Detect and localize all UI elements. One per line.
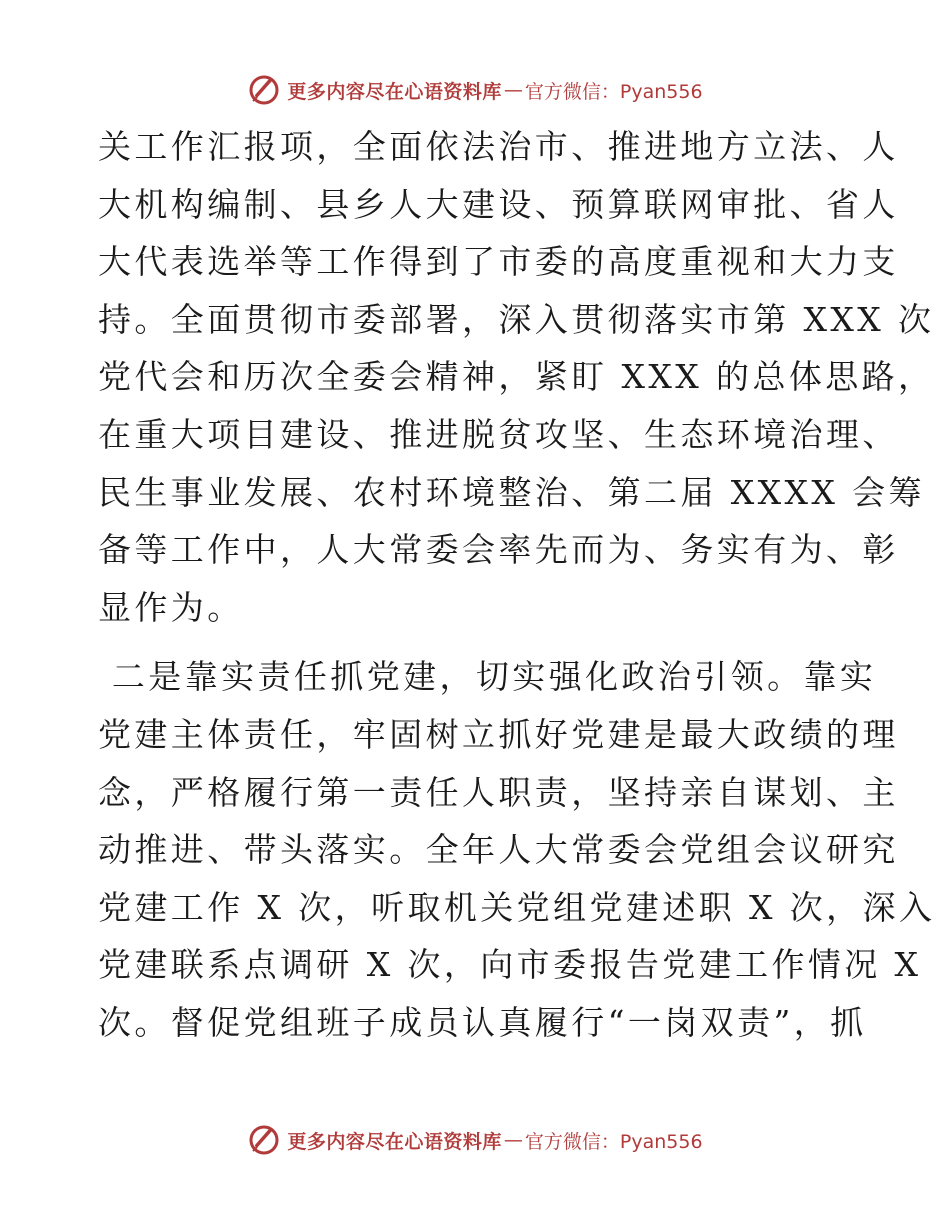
paragraph-1: [98, 118, 935, 636]
text-line: 念，严格履行第一责任人职责，坚持亲自谋划、主: [98, 772, 899, 812]
text-line: 党代会和历次全委会精神，紧盯 XXX 的总体思路，: [98, 357, 935, 397]
watermark-banner-bottom: [0, 1120, 950, 1160]
text-line: 民生事业发展、农村环境整治、第二届 XXXX 会筹: [98, 472, 925, 512]
watermark-banner-top: [0, 70, 950, 110]
text-line: 党建主体责任，牢固树立抓好党建是最大政绩的理: [98, 714, 899, 754]
text-line: 二是靠实责任抓党建，切实强化政治引领。靠实: [98, 657, 877, 697]
text-line: 动推进、带头落实。全年人大常委会党组会议研究: [98, 830, 899, 870]
paragraph-2: [98, 648, 936, 1051]
text-line: 次。督促党组班子成员认真履行“一岗双责”，抓: [98, 1002, 867, 1042]
banner-contact: 官方微信：Pyan556: [524, 80, 703, 103]
banner-title: 更多内容尽在心语资料库: [287, 80, 502, 103]
text-line: 大机构编制、县乡人大建设、预算联网审批、省人: [98, 184, 899, 224]
banner-contact: 官方微信：Pyan556: [524, 1130, 703, 1153]
text-line: 持。全面贯彻市委部署，深入贯彻落实市第 XXX 次: [98, 299, 935, 339]
text-line: 显作为。: [98, 587, 244, 627]
text-line: 在重大项目建设、推进脱贫攻坚、生态环境治理、: [98, 414, 899, 454]
text-line: 大代表选举等工作得到了市委的高度重视和大力支: [98, 242, 899, 282]
banner-dash: —: [503, 1129, 523, 1151]
text-line: 党建联系点调研 X 次，向市委报告党建工作情况 X: [98, 945, 922, 985]
banner-title: 更多内容尽在心语资料库: [287, 1130, 502, 1153]
text-line: 关工作汇报项，全面依法治市、推进地方立法、人: [98, 127, 899, 166]
text-line: 备等工作中，人大常委会率先而为、务实有为、彰: [98, 530, 899, 570]
text-line: 党建工作 X 次，听取机关党组党建述职 X 次，深入: [98, 887, 936, 927]
document-body: [98, 118, 936, 1052]
banner-dash: —: [503, 79, 523, 101]
quill-logo-icon: [247, 1123, 281, 1157]
quill-logo-icon: [247, 73, 281, 107]
